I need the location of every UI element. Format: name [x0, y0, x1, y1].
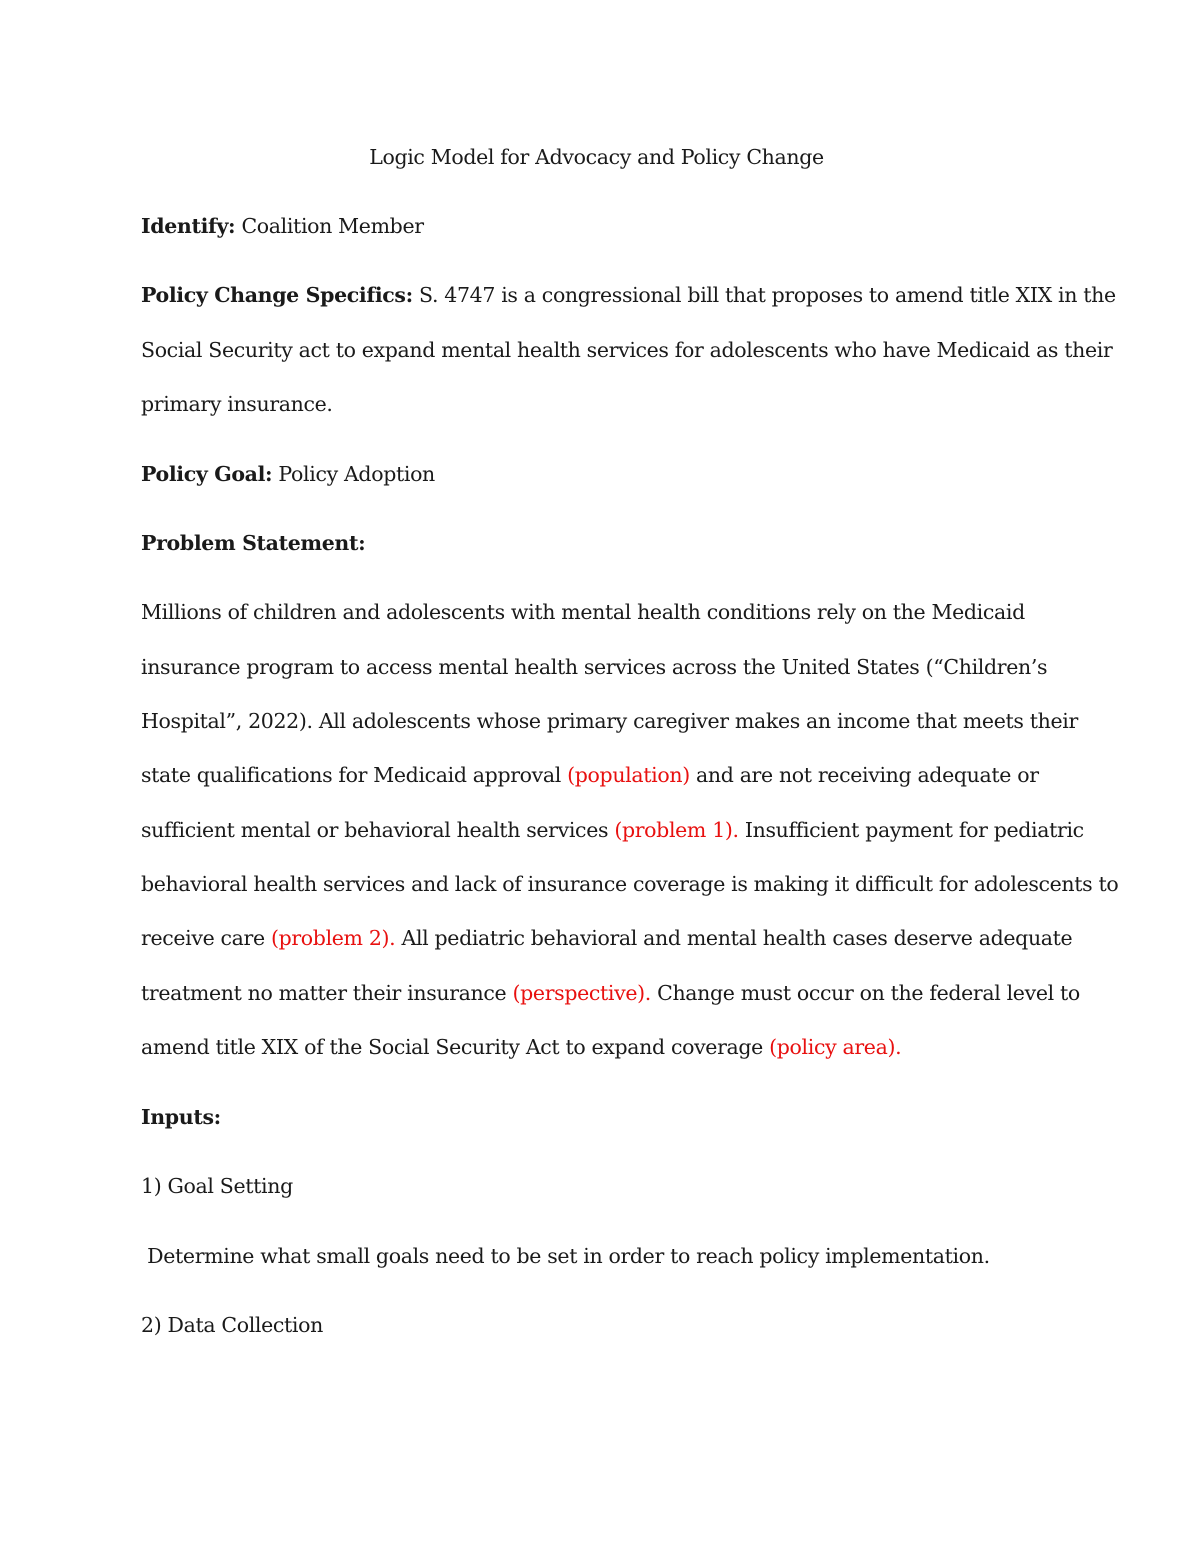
annotation-population: (population)	[567, 763, 690, 787]
policy-goal-line	[141, 460, 435, 488]
input-item-1: 1) Goal Setting	[141, 1174, 293, 1198]
problem-line-5	[141, 816, 1084, 844]
policy-change-label: Policy Change Specifics:	[141, 283, 413, 307]
annotation-problem-1: (problem 1).	[614, 818, 739, 842]
problem-text: Insufficient payment for pediatric	[738, 818, 1084, 842]
policy-change-line-3: primary insurance.	[141, 392, 333, 416]
problem-line-6: behavioral health services and lack of insurance coverage is making it difficult for adolescents to	[141, 872, 1119, 896]
problem-text: receive care	[141, 926, 271, 950]
policy-change-text-1: S. 4747 is a congressional bill that proposes to amend title XIX in the	[412, 283, 1116, 307]
input-item-1-description: Determine what small goals need to be set in order to reach policy implementation.	[141, 1244, 990, 1268]
problem-line-1: Millions of children and adolescents with mental health conditions rely on the Medicaid	[141, 600, 1025, 624]
problem-line-8	[141, 979, 1080, 1007]
policy-change-line-1	[141, 281, 1116, 309]
identify-line	[141, 212, 424, 240]
problem-line-7	[141, 924, 1072, 952]
identify-value: Coalition Member	[235, 214, 424, 238]
policy-change-line-2: Social Security act to expand mental health services for adolescents who have Medicaid as their	[141, 338, 1113, 362]
problem-line-9	[141, 1033, 901, 1061]
problem-statement-heading: Problem Statement:	[141, 531, 366, 555]
policy-goal-label: Policy Goal:	[141, 462, 273, 486]
identify-label: Identify:	[141, 214, 236, 238]
problem-text: All pediatric behavioral and mental health cases deserve adequate	[395, 926, 1073, 950]
problem-text: amend title XIX of the Social Security Act to expand coverage	[141, 1035, 770, 1059]
input-item-2: 2) Data Collection	[141, 1313, 323, 1337]
problem-line-3: Hospital”, 2022). All adolescents whose primary caregiver makes an income that meets their	[141, 709, 1078, 733]
problem-line-4	[141, 761, 1039, 789]
annotation-policy-area: (policy area).	[769, 1035, 902, 1059]
problem-text: Change must occur on the federal level to	[650, 981, 1080, 1005]
problem-line-2: insurance program to access mental health services across the United States (“Children’s	[141, 655, 1048, 679]
problem-text: and are not receiving adequate or	[689, 763, 1039, 787]
annotation-perspective: (perspective).	[512, 981, 651, 1005]
policy-goal-value: Policy Adoption	[272, 462, 435, 486]
problem-text: state qualifications for Medicaid approval	[141, 763, 568, 787]
problem-text: sufficient mental or behavioral health services	[141, 818, 615, 842]
page-title: Logic Model for Advocacy and Policy Change	[369, 145, 824, 169]
inputs-heading: Inputs:	[141, 1105, 221, 1129]
problem-text: treatment no matter their insurance	[141, 981, 513, 1005]
annotation-problem-2: (problem 2).	[270, 926, 396, 950]
